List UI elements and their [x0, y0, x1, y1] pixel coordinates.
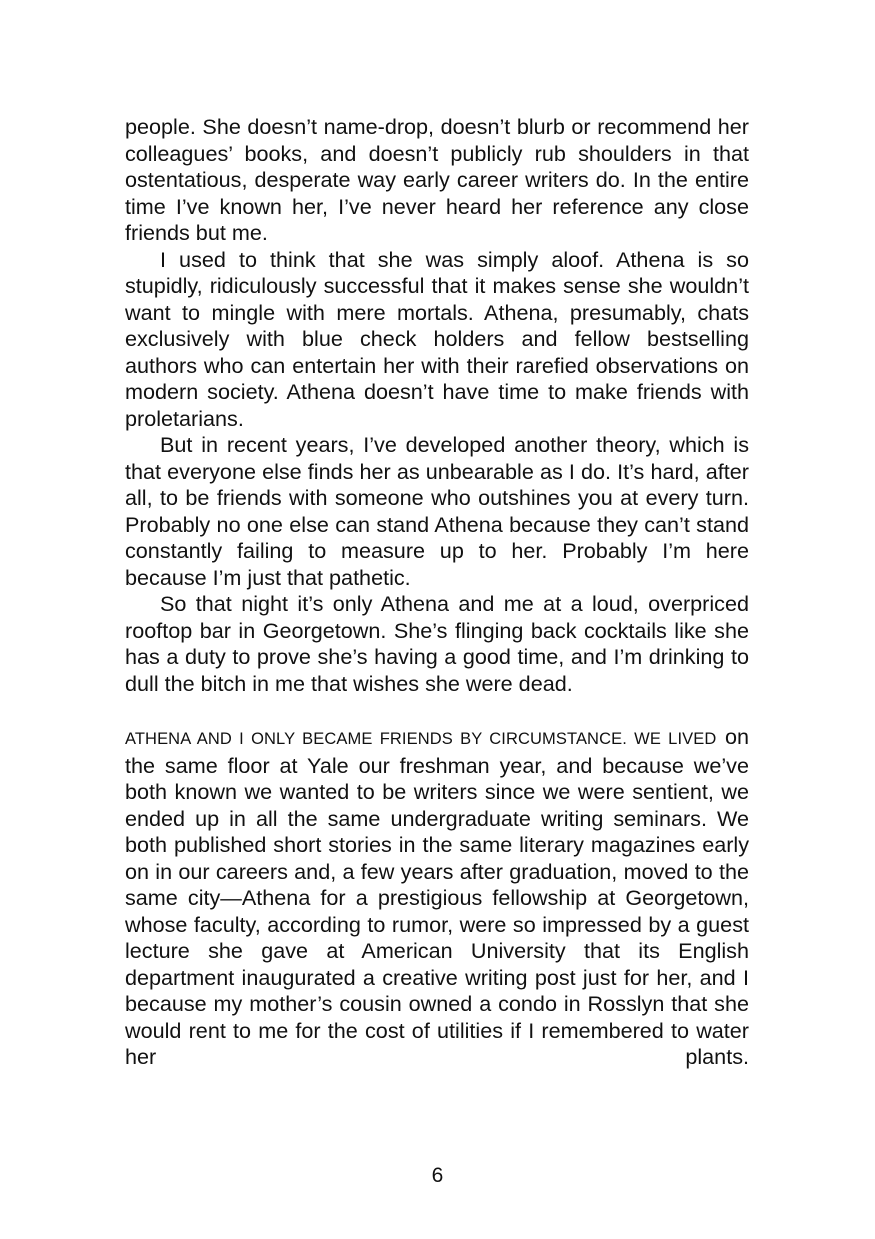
page-body: [125, 114, 749, 1071]
section-body: on the same floor at Yale our freshman year, and because we’ve both known we wanted to be writers since we were sentient, we ended up in all the same undergraduate writing seminars. We both published short stories in the same literary magazines early on in our careers and, a few years after graduation, moved to the same city—Athena for a prestigious fellowship at Georgetown, whose faculty, according to rumor, were so impressed by a guest lecture she gave at American University that its English department inaugurated a creative writing post just for her, and I because my mother’s cousin owned a condo in Rosslyn that she would rent to me for the cost of utilities if I remembered to water her plants.: [125, 724, 749, 1069]
paragraph-2: I used to think that she was simply aloof. Athena is so stupidly, ridiculously successful that it makes sense she wouldn’t want to mingle with mere mortals. Athena, presumably, chats exclusively with blue check holders and fellow bestselling authors who can entertain her with their rarefied observations on modern society. Athena doesn’t have time to make friends with proletarians.: [125, 246, 749, 431]
page-number: 6: [431, 1164, 444, 1187]
paragraph-4: So that night it’s only Athena and me at a loud, overpriced rooftop bar in Georgetown. She’s flinging back cocktails like she has a duty to prove she’s having a good time, and I’m drinking to dull the bitch in me that wishes she were dead.: [125, 591, 749, 696]
paragraph-1: people. She doesn’t name-drop, doesn’t blurb or recommend her colleagues’ books, and doesn’t publicly rub shoulders in that ostentatious, desperate way early career writers do. In the entire time I’ve known her, I’ve never heard her reference any close friends but me.: [125, 114, 749, 245]
paragraph-3: But in recent years, I’ve developed another theory, which is that everyone else finds her as unbearable as I do. It’s hard, after all, to be friends with someone who outshines you at every turn. Probably no one else can stand Athena because they can’t stand constantly failing to measure up to her. Probably I’m here because I’m just that pathetic.: [125, 432, 749, 590]
section-break: [125, 697, 749, 724]
paragraph-5: [125, 724, 749, 1071]
section-lead-in: ATHENA AND I ONLY BECAME FRIENDS BY CIRCUMSTANCE. WE LIVED: [125, 730, 717, 748]
